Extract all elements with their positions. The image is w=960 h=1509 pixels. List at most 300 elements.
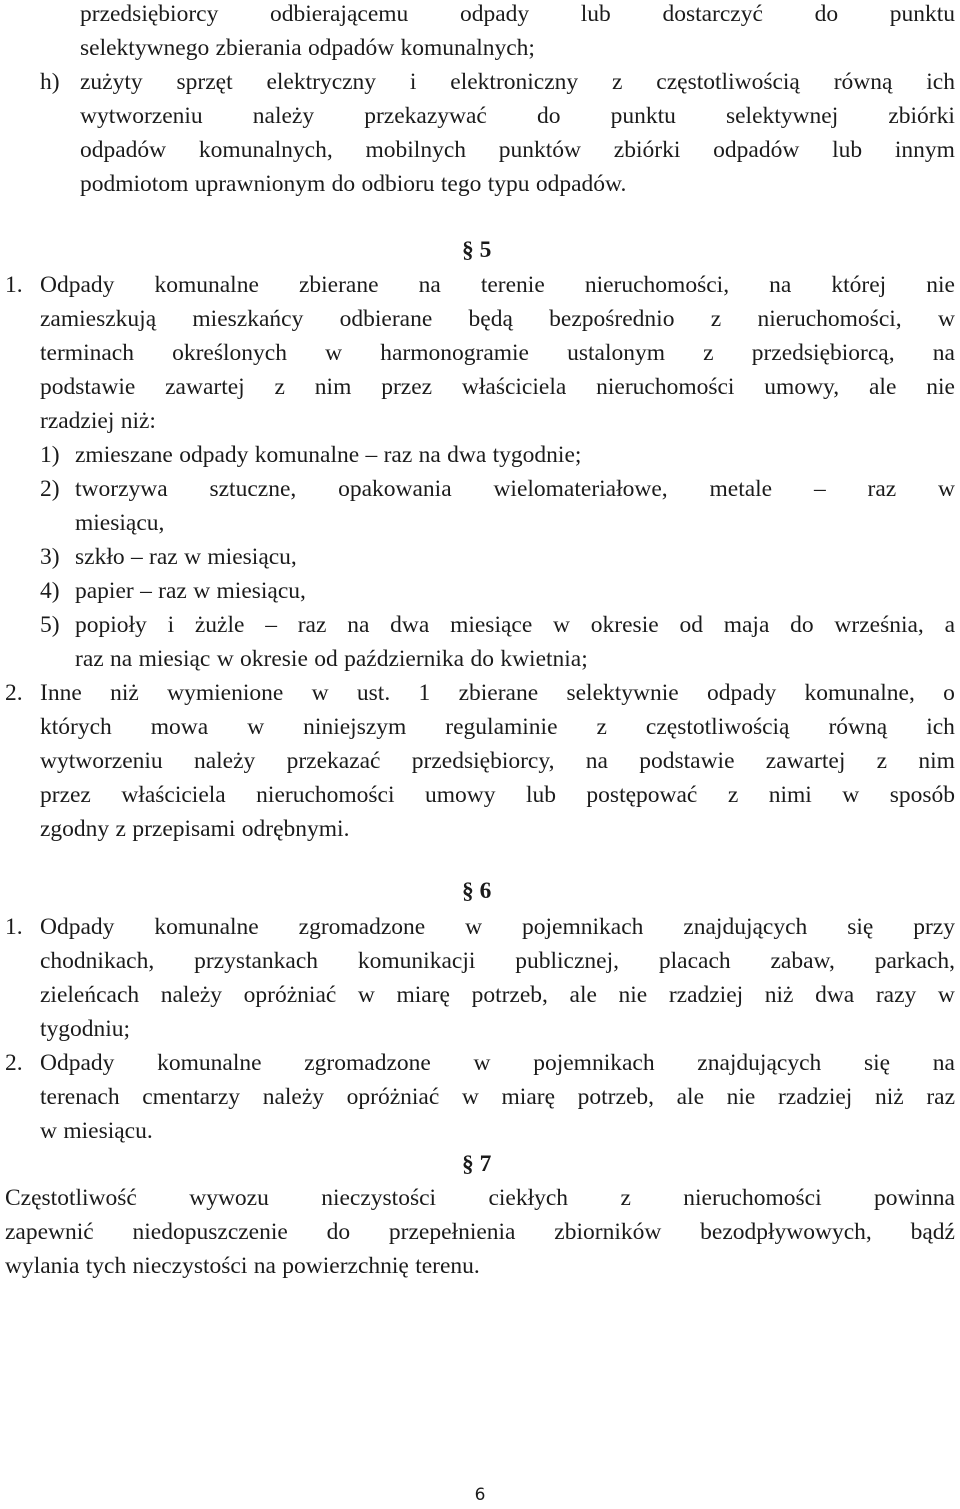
word: w	[465, 914, 483, 940]
list-marker-4: 4)	[40, 578, 60, 604]
word: w	[311, 680, 329, 706]
word: pojemnikach	[522, 914, 644, 940]
word: z	[710, 306, 722, 332]
word: parkach,	[874, 948, 955, 974]
word: zmieszane	[75, 442, 173, 468]
word: zbierane	[298, 272, 379, 298]
word: której	[831, 272, 887, 298]
word: zieleńcach	[40, 982, 140, 1008]
word: równą	[833, 69, 893, 95]
word: Częstotliwość	[5, 1185, 137, 1211]
word: niniejszym	[303, 714, 407, 740]
text-line	[40, 778, 955, 812]
word: wielomateriałowe,	[493, 476, 668, 502]
word: sposób	[889, 782, 955, 808]
word: wymienione	[167, 680, 284, 706]
word: postępować	[586, 782, 698, 808]
word: okresie	[240, 646, 308, 672]
section-6-heading: § 6	[462, 878, 492, 904]
word: do	[326, 1219, 351, 1245]
text-line	[40, 404, 955, 438]
word: równą	[828, 714, 888, 740]
word: w	[247, 714, 265, 740]
word: odpadów	[713, 137, 800, 163]
list-marker-1: 1)	[40, 442, 60, 468]
word: na	[932, 1050, 955, 1076]
word: z	[274, 374, 285, 400]
word: nie	[726, 1084, 756, 1110]
word: raz	[158, 578, 187, 604]
word: mowa	[150, 714, 209, 740]
list-item-3	[75, 540, 955, 574]
word: przedsiębiorcy,	[411, 748, 555, 774]
word: komunalne	[154, 272, 259, 298]
word: elektryczny	[266, 69, 377, 95]
word: tworzywa	[75, 476, 168, 502]
word: szkło	[75, 544, 125, 570]
section-5-paragraph-1-first-line	[40, 268, 955, 302]
word: regulaminie	[445, 714, 558, 740]
section-7-paragraph	[5, 1181, 955, 1283]
word: należy	[160, 982, 223, 1008]
word: a	[944, 612, 955, 638]
word: umowy	[424, 782, 496, 808]
word: harmonogramie	[380, 340, 529, 366]
word: rzadziej	[668, 982, 744, 1008]
word: bezpośrednio	[549, 306, 675, 332]
word: do	[814, 1, 839, 27]
word: –	[130, 544, 143, 570]
text-line	[40, 1046, 955, 1080]
word: w	[40, 1118, 57, 1144]
list-marker-2: 2)	[40, 476, 60, 502]
word: częstotliwością	[645, 714, 790, 740]
word: mieszkańcy	[192, 306, 304, 332]
word: opróżniać	[243, 982, 337, 1008]
word: dostarczyć	[662, 1, 763, 27]
word: opróżniać	[346, 1084, 440, 1110]
word: w	[842, 782, 860, 808]
word: Odpady	[40, 914, 115, 940]
word: kwietnia;	[500, 646, 588, 672]
word: selektywnego	[80, 35, 210, 61]
word: zbierane	[458, 680, 539, 706]
word: żużle	[194, 612, 245, 638]
list-item-4	[75, 574, 955, 608]
word: lub	[525, 782, 556, 808]
word: w	[938, 476, 955, 502]
text-line	[40, 370, 955, 404]
word: miesiącu.	[63, 1118, 153, 1144]
word: przedsiębiorcą,	[751, 340, 895, 366]
word: opakowania	[338, 476, 452, 502]
word: w	[937, 306, 955, 332]
text-line	[75, 438, 955, 472]
word: miesiące	[450, 612, 533, 638]
word: w	[184, 544, 202, 570]
text-line	[40, 1080, 955, 1114]
text-line	[40, 944, 955, 978]
word: punktu	[889, 1, 955, 27]
word: zużyty	[80, 69, 143, 95]
word: na	[418, 442, 441, 468]
word: lub	[580, 1, 611, 27]
word: odbioru	[361, 171, 435, 197]
word: miesiącu,	[75, 510, 165, 536]
word: chodnikach,	[40, 948, 155, 974]
section-7-heading: § 7	[462, 1151, 492, 1177]
word: nie	[926, 272, 955, 298]
word: ciekłych	[488, 1185, 569, 1211]
word: wytworzeniu	[80, 103, 203, 129]
word: ich	[926, 714, 955, 740]
word: od	[314, 646, 338, 672]
word: odpadów	[80, 137, 167, 163]
word: raz	[297, 612, 327, 638]
word: nie	[926, 374, 955, 400]
word: raz	[383, 442, 413, 468]
word: zabaw,	[770, 948, 835, 974]
word: miesiąc	[138, 646, 211, 672]
list-item-5	[75, 608, 955, 676]
word: komunikacji	[357, 948, 476, 974]
section-5-paragraph-1	[40, 302, 955, 438]
word: o	[943, 680, 955, 706]
text-line	[80, 167, 955, 201]
word: odrębnymi.	[241, 816, 350, 842]
word: popioły	[75, 612, 147, 638]
word: nie	[618, 982, 648, 1008]
text-line	[40, 1114, 955, 1148]
word: i	[409, 69, 417, 95]
word: nieruchomości	[596, 374, 735, 400]
word: nieczystości	[132, 1253, 248, 1279]
word: rzadziej	[40, 408, 115, 434]
text-line	[80, 99, 955, 133]
word: Odpady	[40, 1050, 115, 1076]
word: tygodnie;	[492, 442, 582, 468]
list-item-h	[80, 65, 955, 201]
word: zbiórki	[888, 103, 955, 129]
word: tego	[440, 171, 482, 197]
word: przystankach	[194, 948, 319, 974]
word: dwa	[390, 612, 430, 638]
word: na	[585, 748, 608, 774]
word: placach	[658, 948, 731, 974]
word: się	[863, 1050, 891, 1076]
word: nim	[918, 748, 955, 774]
word: pojemnikach	[533, 1050, 655, 1076]
text-line	[40, 268, 955, 302]
word: zgromadzone	[304, 1050, 431, 1076]
word: z	[620, 1185, 631, 1211]
word: właściciela	[461, 374, 567, 400]
word: odpadów.	[535, 171, 627, 197]
word: do	[470, 646, 494, 672]
word: publicznej,	[515, 948, 620, 974]
word: podmiotom	[80, 171, 189, 197]
list-item-1	[75, 438, 955, 472]
word: na	[347, 612, 370, 638]
word: odbierane	[339, 306, 433, 332]
word: terminach	[40, 340, 134, 366]
word: ich	[926, 69, 955, 95]
word: nieruchomości,	[584, 272, 730, 298]
word: nim	[314, 374, 352, 400]
word: typu	[487, 171, 530, 197]
text-line	[75, 540, 955, 574]
word: i	[167, 612, 175, 638]
text-line	[5, 1249, 955, 1283]
word: zapewnić	[5, 1219, 94, 1245]
word: odpady	[459, 1, 530, 27]
word: komunalne,	[804, 680, 915, 706]
word: komunalne	[254, 442, 360, 468]
word: –	[140, 578, 152, 604]
word: nieruchomości,	[757, 306, 902, 332]
word: miesiącu,	[216, 578, 306, 604]
word: niż	[110, 680, 139, 706]
word: uprawnionym	[194, 171, 326, 197]
word: cmentarzy	[142, 1084, 241, 1110]
paragraph-marker: 1.	[5, 914, 23, 940]
word: września,	[834, 612, 924, 638]
text-line	[75, 506, 955, 540]
text-line	[40, 1012, 955, 1046]
list-marker-5: 5)	[40, 612, 60, 638]
word: ustalonym	[567, 340, 666, 366]
section-6-paragraph-1	[40, 910, 955, 1046]
word: miarę	[396, 982, 450, 1008]
word: na	[253, 1253, 276, 1279]
word: –	[813, 476, 826, 502]
word: Odpady	[40, 272, 115, 298]
word: niż:	[120, 408, 156, 434]
text-line	[75, 608, 955, 642]
word: z	[596, 714, 607, 740]
word: potrzeb,	[577, 1084, 654, 1110]
word: komunalnych;	[400, 35, 535, 61]
word: raz	[867, 476, 897, 502]
word: w	[216, 646, 234, 672]
text-line	[5, 1181, 955, 1215]
word: przez	[381, 374, 433, 400]
word: przy	[913, 914, 955, 940]
word: z	[703, 340, 714, 366]
word: na	[418, 272, 441, 298]
word: zgromadzone	[298, 914, 426, 940]
word: miarę	[501, 1084, 556, 1110]
word: –	[365, 442, 378, 468]
text-line	[40, 744, 955, 778]
word: dwa	[815, 982, 855, 1008]
word: sprzęt	[176, 69, 233, 95]
list-item-2	[75, 472, 955, 540]
word: przedsiębiorcy	[80, 1, 219, 27]
word: okresie	[590, 612, 659, 638]
word: których	[40, 714, 112, 740]
list-item-g-continuation	[80, 0, 955, 65]
word: raz	[75, 646, 104, 672]
word: przepisami	[132, 816, 236, 842]
word: komunalnych,	[198, 137, 333, 163]
word: do	[790, 612, 814, 638]
word: miesiącu,	[207, 544, 297, 570]
word: dwa	[447, 442, 487, 468]
word: ale	[569, 982, 597, 1008]
text-line	[80, 31, 955, 65]
word: w	[937, 982, 955, 1008]
word: określonych	[172, 340, 287, 366]
word: z	[727, 782, 739, 808]
word: znajdujących	[683, 914, 808, 940]
text-line	[40, 910, 955, 944]
text-line	[5, 1215, 955, 1249]
word: częstotliwością	[656, 69, 800, 95]
word: nimi	[768, 782, 812, 808]
word: niż	[764, 982, 794, 1008]
word: przez	[40, 782, 91, 808]
text-line	[40, 336, 955, 370]
word: ust.	[356, 680, 391, 706]
word: się	[847, 914, 874, 940]
word: punktów	[498, 137, 582, 163]
word: selektywnie	[566, 680, 679, 706]
word: w	[193, 578, 211, 604]
word: należy	[262, 1084, 325, 1110]
paragraph-marker: 1.	[5, 272, 23, 298]
list-marker-3: 3)	[40, 544, 60, 570]
word: niedopuszczenie	[132, 1219, 288, 1245]
paragraph-marker: 2.	[5, 1050, 23, 1076]
word: od	[679, 612, 703, 638]
word: nieruchomości	[256, 782, 395, 808]
word: rzadziej	[777, 1084, 853, 1110]
word: przepełnienia	[388, 1219, 516, 1245]
word: komunalne	[157, 1050, 262, 1076]
word: w	[357, 982, 375, 1008]
text-line	[80, 65, 955, 99]
word: z	[612, 69, 623, 95]
page-number: 6	[474, 1485, 486, 1505]
word: terenach	[40, 1084, 120, 1110]
word: wytworzeniu	[40, 748, 163, 774]
word: powinna	[873, 1185, 955, 1211]
word: do	[331, 171, 356, 197]
word: zbierania	[215, 35, 302, 61]
word: na	[769, 272, 792, 298]
word: razy	[875, 982, 917, 1008]
word: na	[110, 646, 133, 672]
word: bezodpływowych,	[700, 1219, 872, 1245]
word: podstawie	[639, 748, 735, 774]
word: bądź	[910, 1219, 955, 1245]
word: października	[344, 646, 465, 672]
word: ale	[868, 374, 897, 400]
word: wylania	[5, 1253, 80, 1279]
word: odpadów	[308, 35, 395, 61]
text-line	[40, 302, 955, 336]
word: terenie	[480, 272, 545, 298]
text-line	[40, 676, 955, 710]
word: metale	[709, 476, 773, 502]
word: powierzchnię	[282, 1253, 409, 1279]
word: elektroniczny	[450, 69, 579, 95]
list-marker-h: h)	[40, 69, 60, 95]
word: innym	[894, 137, 955, 163]
text-line	[75, 642, 955, 676]
word: punktu	[610, 103, 676, 129]
text-line	[40, 978, 955, 1012]
word: odbierającemu	[269, 1, 409, 27]
word: tygodniu;	[40, 1016, 131, 1042]
word: zawartej	[165, 374, 245, 400]
word: mobilnych	[365, 137, 467, 163]
word: Inne	[40, 680, 82, 706]
word: potrzeb,	[471, 982, 548, 1008]
word: sztuczne,	[209, 476, 297, 502]
text-line	[40, 812, 955, 846]
word: przekazać	[286, 748, 381, 774]
word: należy	[193, 748, 256, 774]
word: umowy,	[764, 374, 840, 400]
word: na	[932, 340, 955, 366]
paragraph-marker: 2.	[5, 680, 23, 706]
word: podstawie	[40, 374, 136, 400]
word: –	[265, 612, 277, 638]
word: nieczystości	[321, 1185, 437, 1211]
word: komunalne	[154, 914, 259, 940]
word: w	[461, 1084, 479, 1110]
word: niż	[874, 1084, 904, 1110]
word: do	[536, 103, 561, 129]
text-line	[75, 472, 955, 506]
word: papier	[75, 578, 134, 604]
word: znajdujących	[697, 1050, 822, 1076]
word: zbiórki	[613, 137, 681, 163]
section-6-paragraph-2	[40, 1046, 955, 1148]
word: przekazywać	[364, 103, 487, 129]
word: wywozu	[189, 1185, 269, 1211]
word: właściciela	[121, 782, 226, 808]
word: nieruchomości	[683, 1185, 822, 1211]
text-line	[80, 133, 955, 167]
word: 1	[418, 680, 431, 706]
text-line	[40, 710, 955, 744]
section-5-heading: § 5	[462, 237, 492, 263]
word: odpady	[179, 442, 249, 468]
word: raz	[926, 1084, 955, 1110]
word: z	[115, 816, 126, 842]
word: w	[553, 612, 571, 638]
word: raz	[149, 544, 178, 570]
word: lub	[832, 137, 863, 163]
word: z	[876, 748, 888, 774]
word: maja	[723, 612, 770, 638]
section-5-paragraph-2	[40, 676, 955, 846]
word: w	[325, 340, 343, 366]
word: terenu.	[415, 1253, 480, 1279]
word: w	[473, 1050, 491, 1076]
text-line	[80, 0, 955, 31]
word: należy	[252, 103, 315, 129]
word: będą	[468, 306, 513, 332]
word: tych	[85, 1253, 127, 1279]
word: zgodny	[40, 816, 110, 842]
text-line	[75, 574, 955, 608]
word: selektywnej	[725, 103, 839, 129]
word: zamieszkują	[40, 306, 157, 332]
